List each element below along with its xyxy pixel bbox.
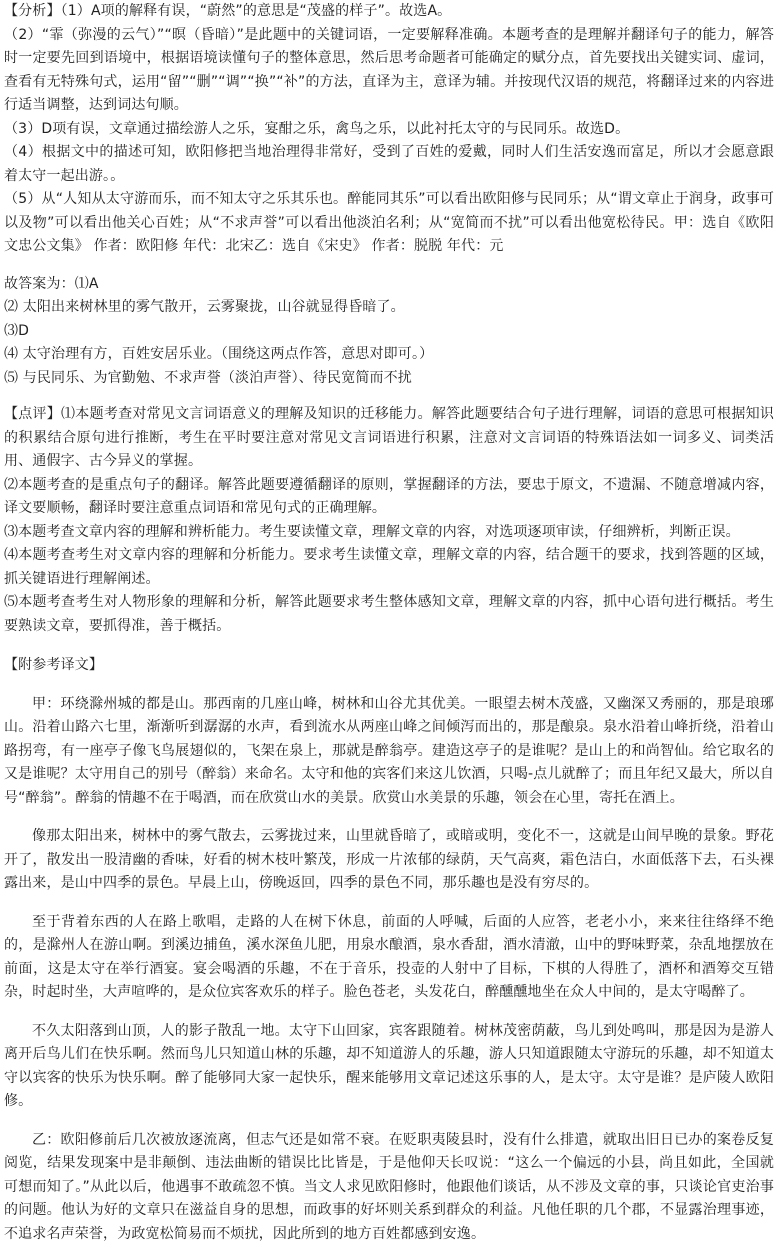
analysis-line: 【分析】（1）A项的解释有误，“蔚然”的意思是“茂盛的样子”。故选A。 — [4, 0, 774, 24]
analysis-line: （5）从“人知从太守游而乐，而不知太守之乐其乐也。醉能同其乐”可以看出欧阳修与民同乐；从“谓文章止于润身，政事可以及物”可以看出他关心百姓；从“不求声誉”可以看出他淡泊名利；从“宽简而不扰”可以看出他宽松待民。甲：选自《欧阳文忠公文集》 作者：欧阳修 年代：北宋乙：选自《宋史》 作者：脱脱 年代：元 — [4, 188, 774, 259]
reference-title: 【附参考译文】 — [4, 654, 774, 678]
comment-line: ⑸本题考查考生对人物形象的理解和分析，解答此题要求考生整体感知文章，理解文章的内容，抓中心语句进行概括。考生要熟读文章，要抓得准，善于概括。 — [4, 591, 774, 638]
reference-translation — [4, 693, 774, 1246]
analysis-line: （4）根据文中的描述可知，欧阳修把当地治理得非常好，受到了百姓的爱戴，同时人们生活安逸而富足，所以才会愿意跟着太守一起出游。。 — [4, 141, 774, 188]
translation-paragraph: 甲：环绕滁州城的都是山。那西南的几座山峰，树林和山谷尤其优美。一眼望去树木茂盛，又幽深又秀丽的，那是琅琊山。沿着山路六七里，渐渐听到潺潺的水声，看到流水从两座山峰之间倾泻而出的，那是酿泉。泉水沿着山峰折绕，沿着山路拐弯，有一座亭子像飞鸟展翅似的，飞架在泉上，那就是醉翁亭。建造这亭子的是谁呢？是山上的和尚智仙。给它取名的又是谁呢？太守用自己的别号（醉翁）来命名。太守和他的宾客们来这儿饮酒，只喝-点儿就醉了；而且年纪又最大，所以自号“醉翁”。醉翁的情趣不在于喝酒，而在欣赏山水的美景。欣赏山水美景的乐趣，领会在心里，寄托在酒上。 — [4, 693, 774, 811]
answer-line: ⑸ 与民同乐、为官勤勉、不求声誉（淡泊声誉）、待民宽简而不扰 — [4, 367, 774, 391]
translation-paragraph: 至于背着东西的人在路上歌唱，走路的人在树下休息，前面的人呼喊，后面的人应答，老老小小，来来往往络绎不绝的，是滁州人在游山啊。到溪边捕鱼，溪水深鱼儿肥，用泉水酿酒，泉水香甜，酒水清澈，山中的野味野菜，杂乱地摆放在前面，这是太守在举行酒宴。宴会喝酒的乐趣，不在于音乐，投壶的人射中了目标，下棋的人得胜了，酒杯和酒筹交互错杂，时起时坐，大声喧哗的，是众位宾客欢乐的样子。脸色苍老，头发花白，醉醺醺地坐在众人中间的，是太守喝醉了。 — [4, 911, 774, 1005]
answer-line: 故答案为：⑴A — [4, 273, 774, 297]
comment-line: ⑵本题考查的是重点句子的翻译。解答此题要遵循翻译的原则，掌握翻译的方法，要忠于原文，不遗漏、不随意增减内容，译文要顺畅，翻译时要注意重点词语和常见句式的正确理解。 — [4, 474, 774, 521]
comment-section — [4, 403, 774, 638]
answer-section — [4, 273, 774, 391]
analysis-line: （2）“霏（弥漫的云气）”“暝（昏暗）”是此题中的关键词语，一定要解释准确。本题考查的是理解并翻译句子的能力，解答时一定要先回到语境中，根据语境读懂句子的整体意思，然后思考命题者可能确定的赋分点，首先要找出关键实词、虚词，查看有无特殊句式，运用“留”“删”“调”“换”“补”的方法，直译为主，意译为辅。并按现代汉语的规范，将翻译过来的内容进行适当调整，达到词达句顺。 — [4, 24, 774, 118]
comment-line: ⑶本题考查文章内容的理解和辨析能力。考生要读懂文章，理解文章的内容，对选项逐项审读，仔细辨析，判断正误。 — [4, 521, 774, 545]
translation-paragraph: 乙：欧阳修前后几次被放逐流离，但志气还是如常不衰。在贬职夷陵县时，没有什么排遣，就取出旧日已办的案卷反复阅览，结果发现案中是非颠倒、违法曲断的错误比比皆是，于是他仰天长叹说：“这么一个偏远的小县，尚且如此，全国就可想而知了。”从此以后，他遇事不敢疏忽不慎。当文人求见欧阳修时，他跟他们谈话，从不涉及文章的事，只谈论官吏治事的问题。他认为好的文章只在滋益自身的思想，而政事的好坏则关系到群众的利益。凡他任职的几个郡，不显露治理事迹，不追求名声荣誉，为政宽松简易而不烦扰，因此所到的地方百姓都感到安逸。 — [4, 1129, 774, 1246]
translation-paragraph: 像那太阳出来，树林中的雾气散去，云雾拢过来，山里就昏暗了，或暗或明，变化不一，这就是山间早晚的景象。野花开了，散发出一股清幽的香味，好看的树木枝叶繁茂，形成一片浓郁的绿荫，天气高爽，霜色洁白，水面低落下去，石头裸露出来，是山中四季的景色。早晨上山，傍晚返回，四季的景色不同，那乐趣也是没有穷尽的。 — [4, 825, 774, 896]
analysis-line: （3）D项有误，文章通过描绘游人之乐，宴酣之乐，禽鸟之乐，以此衬托太守的与民同乐。故选D。 — [4, 118, 774, 142]
translation-paragraph: 不久太阳落到山顶，人的影子散乱一地。太守下山回家，宾客跟随着。树林茂密荫蔽，鸟儿到处鸣叫，那是因为是游人离开后鸟儿们在快乐啊。然而鸟儿只知道山林的乐趣，却不知道游人的乐趣，游人只知道跟随太守游玩的乐趣，却不知道太守以宾客的快乐为快乐啊。醉了能够同大家一起快乐，醒来能够用文章记述这乐事的人，是太守。太守是谁？是庐陵人欧阳修。 — [4, 1020, 774, 1114]
answer-line: ⑶D — [4, 320, 774, 344]
comment-line: ⑷本题考查考生对文章内容的理解和分析能力。要求考生读懂文章，理解文章的内容，结合题干的要求，找到答题的区域，抓关键语进行理解阐述。 — [4, 544, 774, 591]
answer-line: ⑵ 太阳出来树林里的雾气散开，云雾聚拢，山谷就显得昏暗了。 — [4, 296, 774, 320]
comment-line: 【点评】⑴本题考查对常见文言词语意义的理解及知识的迁移能力。解答此题要结合句子进行理解，词语的意思可根据知识的积累结合原句进行推断，考生在平时要注意对常见文言词语进行积累，注意对文言词语的特殊语法如一词多义、词类活用、通假字、古今异义的掌握。 — [4, 403, 774, 474]
analysis-section — [4, 0, 774, 259]
answer-line: ⑷ 太守治理有方，百姓安居乐业。（围绕这两点作答，意思对即可。） — [4, 343, 774, 367]
